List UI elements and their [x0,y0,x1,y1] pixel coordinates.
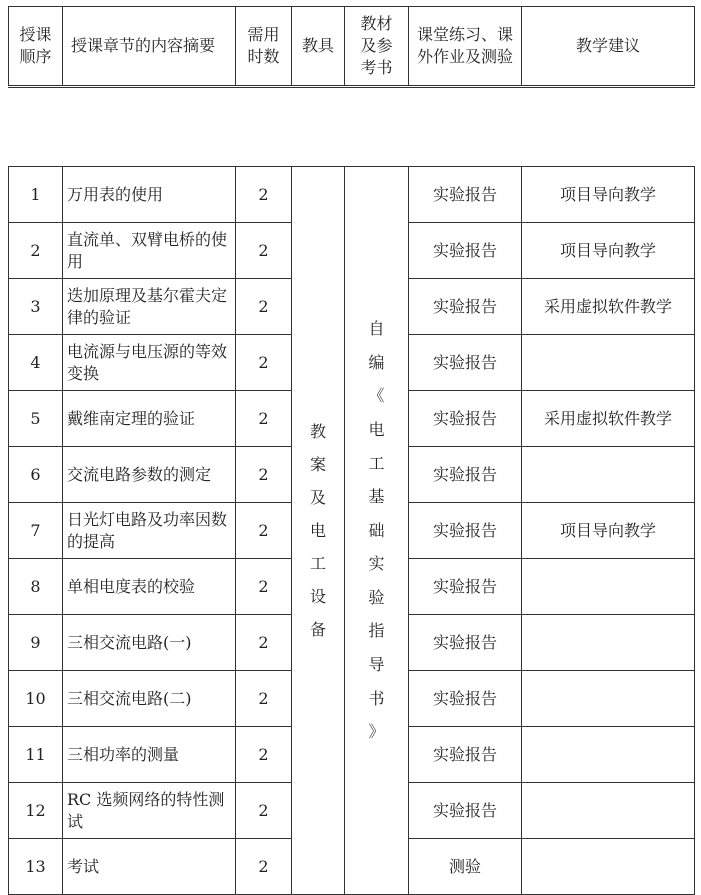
tools-char: 备 [309,620,326,639]
row-order: 6 [9,447,63,503]
row-order: 3 [9,279,63,335]
row-advice [522,671,695,727]
header-content: 授课章节的内容摘要 [63,7,236,87]
header-tools: 教具 [292,7,345,87]
row-exercise: 实验报告 [409,223,522,279]
materials-char: 导 [368,655,385,675]
materials-char: 编 [368,352,385,372]
row-advice [522,615,695,671]
row-content: 电流源与电压源的等效变换 [63,335,236,391]
row-hours: 2 [236,167,292,223]
row-content: 单相电度表的校验 [63,559,236,615]
row-content: 万用表的使用 [63,167,236,223]
row-order: 9 [9,615,63,671]
row-content: 考试 [63,839,236,895]
row-exercise: 实验报告 [409,503,522,559]
row-hours: 2 [236,503,292,559]
materials-char: 基 [368,487,385,507]
tools-char: 及 [309,488,326,507]
row-content: 三相交流电路(一) [63,615,236,671]
materials-char: 工 [368,453,385,473]
row-hours: 2 [236,279,292,335]
row-advice: 采用虚拟软件教学 [522,279,695,335]
row-order: 5 [9,391,63,447]
row-order: 2 [9,223,63,279]
row-hours: 2 [236,671,292,727]
row-hours: 2 [236,783,292,839]
row-hours: 2 [236,839,292,895]
row-content: 三相交流电路(二) [63,671,236,727]
materials-char: 指 [368,621,385,641]
row-order: 10 [9,671,63,727]
row-advice [522,783,695,839]
row-exercise: 实验报告 [409,447,522,503]
materials-char: 》 [368,722,385,742]
row-exercise: 实验报告 [409,615,522,671]
tools-cell [292,167,345,895]
row-content: 三相功率的测量 [63,727,236,783]
materials-char: 础 [368,520,385,540]
row-exercise: 测验 [409,839,522,895]
tools-char: 教 [309,422,326,441]
materials-char: 自 [368,319,385,339]
row-advice [522,727,695,783]
row-exercise: 实验报告 [409,335,522,391]
row-advice: 项目导向教学 [522,223,695,279]
row-advice: 项目导向教学 [522,503,695,559]
materials-char: 实 [368,554,385,574]
header-order: 授课顺序 [9,7,63,87]
row-hours: 2 [236,727,292,783]
row-exercise: 实验报告 [409,559,522,615]
row-advice: 采用虚拟软件教学 [522,391,695,447]
row-content: RC 选频网络的特性测试 [63,783,236,839]
row-hours: 2 [236,391,292,447]
row-order: 1 [9,167,63,223]
row-advice [522,335,695,391]
row-hours: 2 [236,223,292,279]
schedule-table [8,6,695,895]
row-advice [522,559,695,615]
row-exercise: 实验报告 [409,167,522,223]
row-content: 戴维南定理的验证 [63,391,236,447]
row-advice [522,839,695,895]
header-row [9,7,695,87]
tools-char: 工 [309,554,326,573]
row-hours: 2 [236,559,292,615]
materials-char: 电 [368,419,385,439]
row-hours: 2 [236,615,292,671]
header-materials: 教材及参考书 [345,7,409,87]
row-exercise: 实验报告 [409,783,522,839]
row-content: 直流单、双臂电桥的使用 [63,223,236,279]
row-order: 11 [9,727,63,783]
tools-char: 设 [309,587,326,606]
row-hours: 2 [236,447,292,503]
row-exercise: 实验报告 [409,279,522,335]
materials-char: 书 [368,688,385,708]
table-row [9,167,695,223]
row-order: 8 [9,559,63,615]
tools-char: 案 [309,455,326,474]
row-content: 迭加原理及基尔霍夫定律的验证 [63,279,236,335]
row-hours: 2 [236,335,292,391]
row-advice [522,447,695,503]
row-content: 交流电路参数的测定 [63,447,236,503]
row-advice: 项目导向教学 [522,167,695,223]
materials-char: 验 [368,587,385,607]
row-order: 13 [9,839,63,895]
tools-char: 电 [309,521,326,540]
row-exercise: 实验报告 [409,727,522,783]
row-exercise: 实验报告 [409,391,522,447]
row-order: 7 [9,503,63,559]
materials-cell [345,167,409,895]
row-content: 日光灯电路及功率因数的提高 [63,503,236,559]
header-advice: 教学建议 [522,7,695,87]
materials-char: 《 [368,386,385,406]
row-exercise: 实验报告 [409,671,522,727]
header-hours: 需用时数 [236,7,292,87]
header-exercise: 课堂练习、课外作业及测验 [409,7,522,87]
row-order: 4 [9,335,63,391]
row-order: 12 [9,783,63,839]
